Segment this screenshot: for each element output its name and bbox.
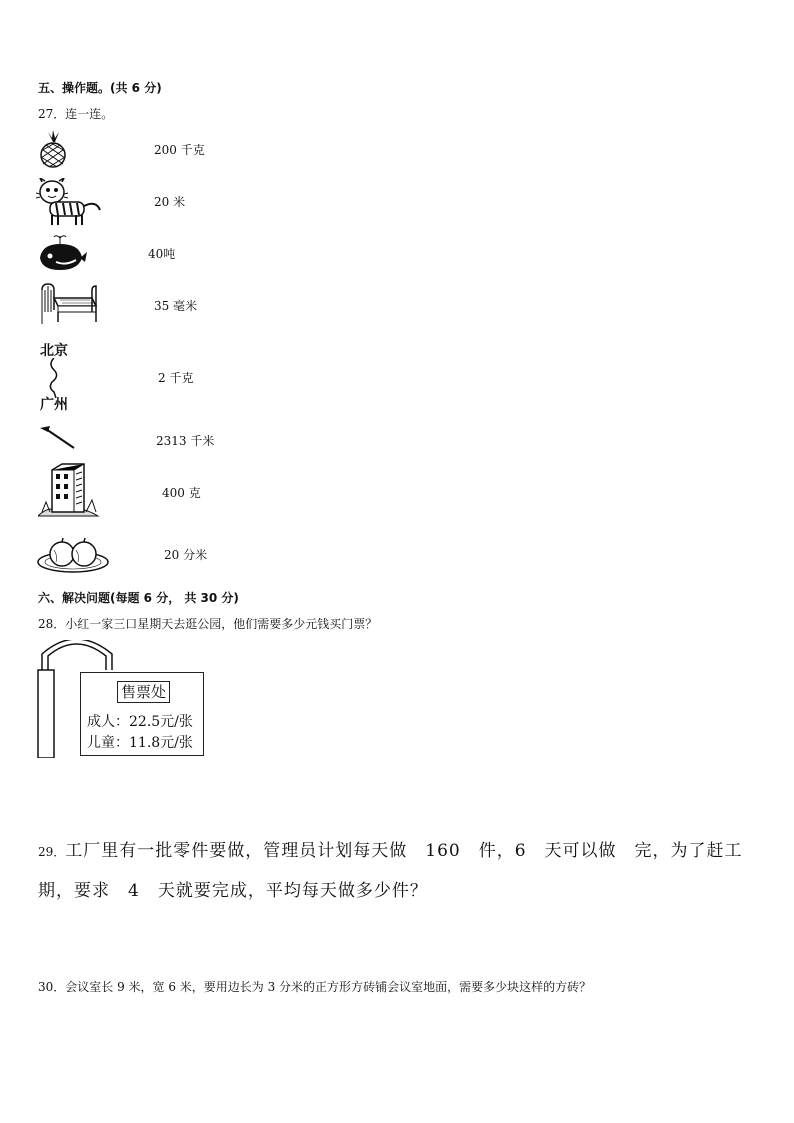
q28-text: 28．小红一家三口星期天去逛公园，他们需要多少元钱买门票？ xyxy=(38,617,378,631)
option-value-6: 2313 千米 xyxy=(156,434,215,448)
option-value-7: 400 克 xyxy=(162,486,201,500)
q29-number: 29． xyxy=(38,845,66,859)
nail-icon xyxy=(38,424,78,452)
route-map-icon xyxy=(38,340,82,412)
ticket-booth-sign xyxy=(80,672,204,756)
adult-price: 成人：22.5元/张 xyxy=(87,714,193,730)
q29-line1 xyxy=(38,836,743,861)
map-label-beijing: 北京 xyxy=(40,343,68,359)
option-value-1: 200 千克 xyxy=(154,143,205,157)
option-value-4: 35 毫米 xyxy=(154,299,198,313)
child-price: 儿童：11.8元/张 xyxy=(87,735,193,751)
q29-line2: 期，要求 4 天就要完成，平均每天做多少件？ xyxy=(38,881,428,901)
building-icon xyxy=(38,462,100,518)
apples-plate-icon xyxy=(36,534,110,574)
option-value-3: 40吨 xyxy=(148,247,176,261)
section5-title: 五、操作题。(共 6 分) xyxy=(38,81,162,95)
bed-icon xyxy=(38,282,98,326)
section6-title: 六、解决问题(每题 6 分， 共 30 分) xyxy=(38,591,239,605)
ticket-booth-title: 售票处 xyxy=(117,681,170,703)
option-value-5: 2 千克 xyxy=(158,371,194,385)
whale-icon xyxy=(36,232,88,272)
pineapple-icon xyxy=(36,130,70,168)
q30-text: 30．会议室长 9 米，宽 6 米，要用边长为 3 分米的正方形方砖铺会议室地面，需要多少块这样的方砖？ xyxy=(38,980,592,994)
q29-line1-text: 工厂里有一批零件要做，管理员计划每天做 160 件，6 天可以做 完，为了赶工 xyxy=(65,841,743,861)
q27-text: 27．连一连。 xyxy=(38,107,114,121)
map-label-guangzhou: 广州 xyxy=(40,397,68,413)
tiger-icon xyxy=(36,178,102,228)
option-value-8: 20 分米 xyxy=(164,548,208,562)
route-line-icon xyxy=(44,358,74,398)
option-value-2: 20 米 xyxy=(154,195,186,209)
